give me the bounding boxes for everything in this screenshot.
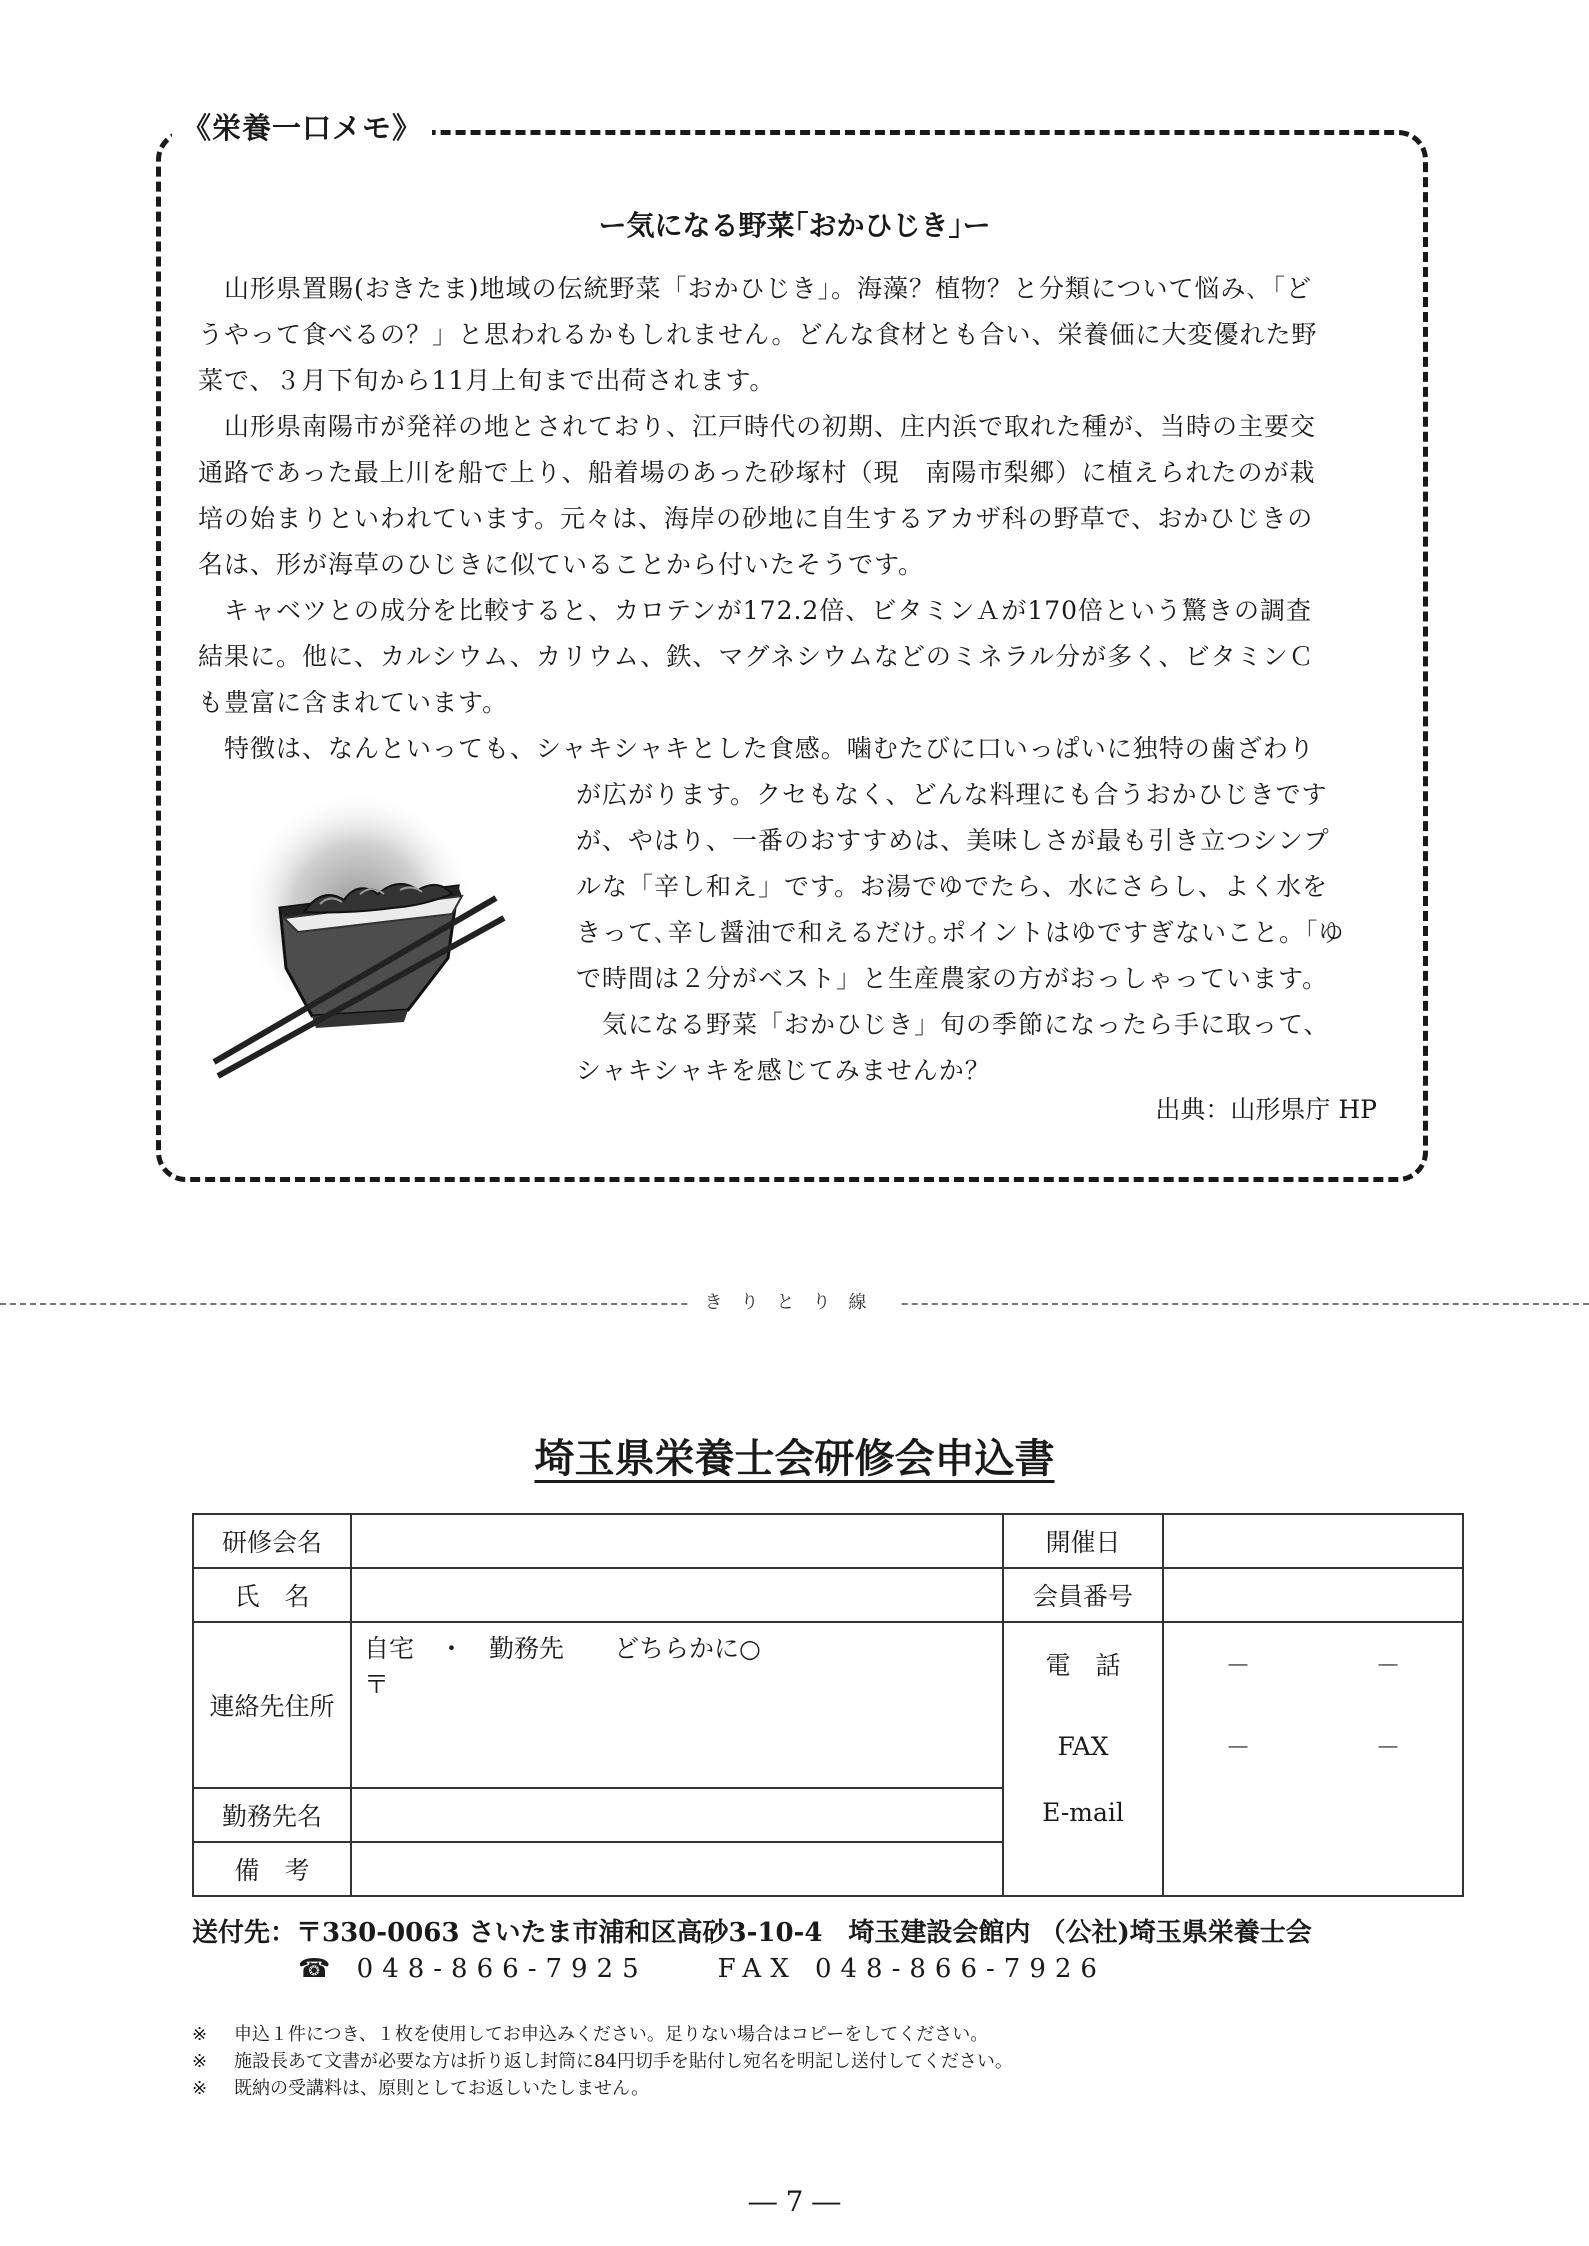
course-name-label: 研修会名: [193, 1514, 351, 1568]
memo-line: シャキシャキを感じてみませんか？: [576, 1056, 991, 1085]
name-label: 氏 名: [193, 1568, 351, 1622]
memo-line: 結果に。他に、カルシウム、カリウム、鉄、マグネシウムなどのミネラル分が多く、ビタミンＣ: [198, 642, 1315, 671]
memo-line: で時間は２分がベスト」と生産農家の方がおっしゃっています。: [576, 964, 1329, 993]
memo-line: うやって食べるの？」と思われるかもしれません。どんな食材とも合い、栄養価に大変優れた野: [198, 320, 1318, 349]
memo-line: 気になる野菜「おかひじき」旬の季節になったら手に取って、: [576, 1010, 1330, 1039]
send-contact: ☎ 048-866-7925 FAX 048-866-7926: [298, 1954, 1106, 1984]
name-field[interactable]: [351, 1568, 1003, 1622]
postal-mark: 〒: [364, 1670, 390, 1699]
memo-line: も豊富に含まれています。: [198, 688, 509, 717]
fax-field[interactable]: － －: [1163, 1704, 1463, 1788]
email-field[interactable]: [1163, 1788, 1463, 1896]
memo-line: 培の始まりといわれています。元々は、海岸の砂地に自生するアカザ科の野草で、おかひじきの: [198, 504, 1314, 533]
remarks-label: 備 考: [193, 1842, 351, 1896]
memo-line: が、やはり、一番のおすすめは、美味しさが最も引き立つシンプ: [576, 826, 1330, 855]
memo-line: 特徴は、なんといっても、シャキシャキとした食感。噛むたびに口いっぱいに独特の歯ざわり: [198, 734, 1315, 763]
cut-line-text: きりとり線: [691, 1292, 899, 1313]
note-text: 施設長あて文書が必要な方は折り返し封筒に84円切手を貼付し宛名を明記し送付してください。: [234, 2051, 1013, 2072]
memo-line: 名は、形が海草のひじきに似ていることから付いたそうです。: [198, 550, 925, 579]
date-label: 開催日: [1003, 1514, 1163, 1568]
cut-line-label: [0, 1288, 1589, 1314]
phone-label: 電 話: [1003, 1622, 1163, 1704]
note-mark: ※: [192, 2078, 208, 2099]
memo-heading: ー気になる野菜｢おかひじき｣ー: [598, 209, 991, 242]
workplace-label: 勤務先名: [193, 1788, 351, 1842]
note-text: 既納の受講料は、原則としてお返しいたしません。: [234, 2078, 650, 2099]
date-field[interactable]: [1163, 1514, 1463, 1568]
member-number-label: 会員番号: [1003, 1568, 1163, 1622]
address-field[interactable]: [351, 1622, 1003, 1788]
email-label: E-mail: [1003, 1788, 1163, 1896]
send-address: 送付先：〒330-0063 さいたま市浦和区高砂3-10-4 埼玉建設会館内 （公社)埼玉県栄養士会: [192, 1918, 1312, 1948]
memo-line: 山形県南陽市が発祥の地とされており、江戸時代の初期、庄内浜で取れた種が、当時の主要交: [198, 412, 1317, 441]
note-text: 申込１件につき、１枚を使用してお申込みください。足りない場合はコピーをしてください。: [234, 2024, 989, 2045]
memo-line: 山形県置賜(おきたま)地域の伝統野菜「おかひじき」。海藻？植物？と分類について悩み､「ど: [198, 274, 1313, 303]
memo-line: 通路であった最上川を船で上り、船着場のあった砂塚村（現 南陽市梨郷）に植えられたのが栽: [198, 458, 1316, 487]
form-title: 埼玉県栄養士会研修会申込書: [534, 1436, 1055, 1482]
memo-title: 《栄養一口メモ》: [172, 106, 432, 147]
memo-line: が広がります。クセもなく、どんな料理にも合うおかひじきです: [576, 780, 1328, 809]
memo-line: キャベツとの成分を比較すると、カロテンが172.2倍、ビタミンＡが170倍という驚きの調査: [198, 596, 1313, 625]
memo-line: 菜で、３月下旬から11月上旬まで出荷されます。: [198, 366, 776, 395]
remarks-field[interactable]: [351, 1842, 1003, 1896]
address-choice: 自宅 ・ 勤務先 どちらかに○: [364, 1634, 761, 1663]
application-form-table: [192, 1513, 1464, 1897]
note-item: [192, 2020, 988, 2046]
note-item: [192, 2047, 1013, 2073]
note-mark: ※: [192, 2051, 208, 2072]
member-number-field[interactable]: [1163, 1568, 1463, 1622]
memo-source: 出典：山形県庁 HP: [1155, 1095, 1377, 1124]
note-mark: ※: [192, 2024, 208, 2045]
memo-line: きって､辛し醤油で和えるだけ｡ポイントはゆですぎないこと｡「ゆ: [576, 918, 1345, 947]
note-item: [192, 2074, 649, 2100]
phone-field[interactable]: － －: [1163, 1622, 1463, 1704]
page-number: ― 7 ―: [748, 2185, 841, 2218]
fax-label: FAX: [1003, 1704, 1163, 1788]
address-label: 連絡先住所: [193, 1622, 351, 1788]
workplace-field[interactable]: [351, 1788, 1003, 1842]
course-name-field[interactable]: [351, 1514, 1003, 1568]
memo-line: ルな「辛し和え」です。お湯でゆでたら、水にさらし、よく水を: [576, 872, 1329, 901]
okahijiki-bowl-illustration: [200, 790, 530, 1080]
